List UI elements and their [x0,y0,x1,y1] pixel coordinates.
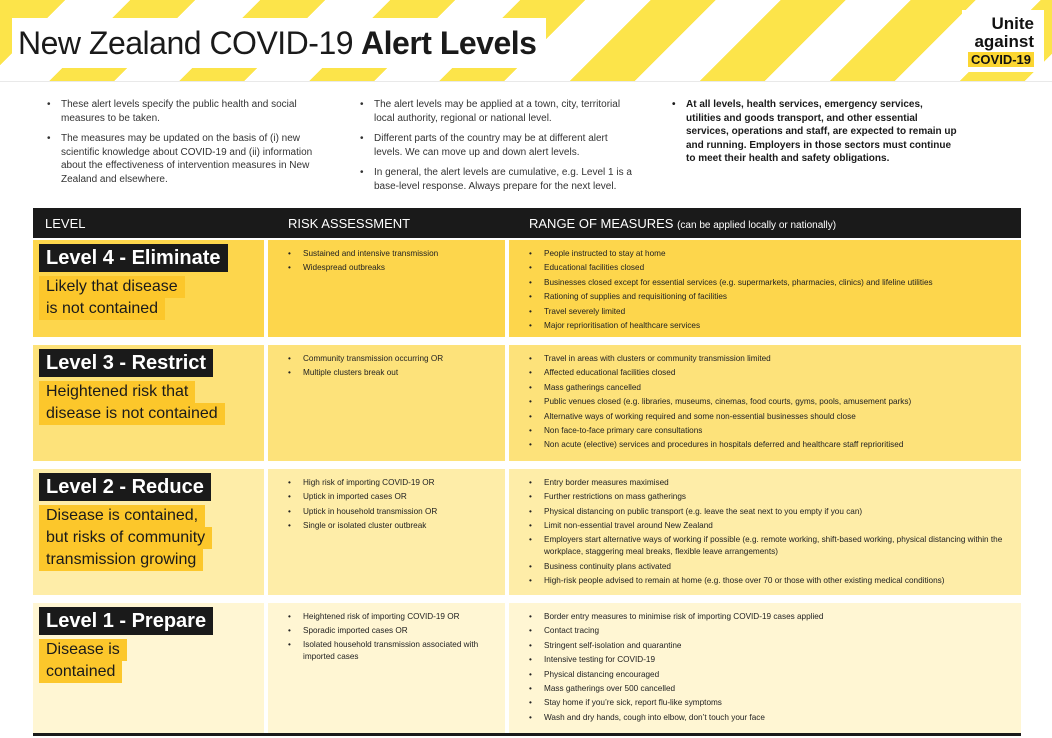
list-item: • Stringent self-isolation and quarantine [529,639,1017,653]
list-item: • Border entry measures to minimise risk of importing COVID-19 cases applied [529,610,1017,624]
desc-line: disease is not contained [39,403,225,425]
desc-line: is not contained [39,298,165,320]
level-cell [33,240,264,337]
list-item: • Alternative ways of working required and some non-essential businesses should close [529,410,1017,424]
measures-cell [509,240,1021,337]
level-description [39,639,127,683]
level-cell [33,345,264,461]
header-measures-note: (can be applied locally or nationally) [677,220,837,231]
desc-line: but risks of community [39,527,212,549]
page-title [12,18,546,68]
risk-cell [268,240,505,337]
list-item: • Travel in areas with clusters or community transmission limited [529,352,1017,366]
list-item: • Isolated household transmission associated with imported cases [288,639,498,663]
level-title: Level 1 - Prepare [39,607,213,635]
level-description [39,276,185,320]
list-item: • Public venues closed (e.g. libraries, museums, cinemas, food courts, gyms, pools, amusement parks) [529,395,1017,409]
list-item: • Major reprioritisation of healthcare services [529,319,1017,333]
measures-cell [509,469,1021,595]
list-item: • Educational facilities closed [529,261,1017,275]
intro-item: • The measures may be updated on the basis of (i) new scientific knowledge about COVID-19 and (ii) information about the effectiveness of intervention measures in New Zealand and elsewhere. [45,132,323,186]
list-item: • Businesses closed except for essential services (e.g. supermarkets, pharmacies, clinics) and lifeline utilities [529,276,1017,290]
desc-line: Disease is contained, [39,505,205,527]
list-item: • Mass gatherings cancelled [529,381,1017,395]
list-item: • Non acute (elective) services and procedures in hospitals deferred and healthcare staff reprioritised [529,438,1017,452]
intro-column-3 [670,98,960,173]
table-bottom-border [33,733,1021,736]
risk-cell [268,469,505,595]
list-item: • Employers start alternative ways of working if possible (e.g. remote working, shift-based working, physical distancing within the workplace, staggering meal breaks, flexible leave arrangements) [529,534,1017,558]
measures-cell [509,603,1021,733]
level-3-row [33,345,1021,461]
list-item: • Further restrictions on mass gatherings [529,490,1017,504]
list-item: • Physical distancing on public transport (e.g. leave the seat next to you empty if you can) [529,505,1017,519]
list-item: • Single or isolated cluster outbreak [288,519,498,533]
level-1-row [33,603,1021,733]
list-item: • Heightened risk of importing COVID-19 OR [288,610,498,624]
level-cell [33,469,264,595]
desc-line: Disease is [39,639,127,661]
desc-line: contained [39,661,122,683]
level-cell [33,603,264,733]
desc-line: Likely that disease [39,276,185,298]
list-item: • Affected educational facilities closed [529,366,1017,380]
intro-item: • Different parts of the country may be at different alert levels. We can move up and down alert levels. [358,132,633,159]
intro-column-2 [358,98,633,200]
header-risk: RISK ASSESSMENT [288,216,411,231]
unite-against-covid-logo [962,10,1044,72]
title-regular: New Zealand COVID-19 [18,24,354,61]
list-item: • Uptick in household transmission OR [288,505,498,519]
header-level: LEVEL [45,216,86,231]
risk-cell [268,345,505,461]
list-item: • Wash and dry hands, cough into elbow, don’t touch your face [529,711,1017,725]
header-banner [0,0,1052,82]
intro-item: • At all levels, health services, emergency services, utilities and goods transport, and other essential services, operations and staff, are expected to remain up and running. Employers in those sectors must continue to meet their health and safety obligations. [670,98,960,166]
intro-item: • The alert levels may be applied at a town, city, territorial local authority, regional or national level. [358,98,633,125]
level-description [39,381,225,425]
desc-line: transmission growing [39,549,203,571]
list-item: • People instructed to stay at home [529,247,1017,261]
list-item: • Sporadic imported cases OR [288,624,498,638]
list-item: • Physical distancing encouraged [529,668,1017,682]
list-item: • Limit non-essential travel around New Zealand [529,519,1017,533]
risk-cell [268,603,505,733]
level-description [39,505,212,571]
list-item: • Multiple clusters break out [288,366,498,380]
list-item: • Uptick in imported cases OR [288,490,498,504]
list-item: • Entry border measures maximised [529,476,1017,490]
list-item: • Mass gatherings over 500 cancelled [529,682,1017,696]
list-item: • Rationing of supplies and requisitioning of facilities [529,290,1017,304]
list-item: • Intensive testing for COVID-19 [529,653,1017,667]
intro-column-1 [45,98,323,193]
list-item: • High risk of importing COVID-19 OR [288,476,498,490]
title-bold: Alert Levels [361,24,537,61]
logo-line-3: COVID-19 [968,52,1034,67]
level-title: Level 2 - Reduce [39,473,211,501]
header-measures-label: RANGE OF MEASURES [529,216,674,231]
list-item: • Sustained and intensive transmission [288,247,498,261]
level-title: Level 4 - Eliminate [39,244,228,272]
list-item: • Contact tracing [529,624,1017,638]
list-item: • Non face-to-face primary care consultations [529,424,1017,438]
list-item: • Travel severely limited [529,305,1017,319]
measures-cell [509,345,1021,461]
level-title: Level 3 - Restrict [39,349,213,377]
intro-item: • These alert levels specify the public health and social measures to be taken. [45,98,323,125]
table-header [33,208,1021,238]
list-item: • Community transmission occurring OR [288,352,498,366]
intro-item: • In general, the alert levels are cumulative, e.g. Level 1 is a base-level response. Always prepare for the next level. [358,166,633,193]
logo-line-2: against [974,32,1034,51]
header-measures [529,216,836,231]
level-2-row [33,469,1021,595]
desc-line: Heightened risk that [39,381,195,403]
list-item: • Widespread outbreaks [288,261,498,275]
level-4-row [33,240,1021,337]
list-item: • Business continuity plans activated [529,560,1017,574]
list-item: • Stay home if you’re sick, report flu-like symptoms [529,696,1017,710]
list-item: • High-risk people advised to remain at home (e.g. those over 70 or those with other existing medical conditions) [529,574,1017,588]
logo-line-1: Unite [991,14,1034,33]
